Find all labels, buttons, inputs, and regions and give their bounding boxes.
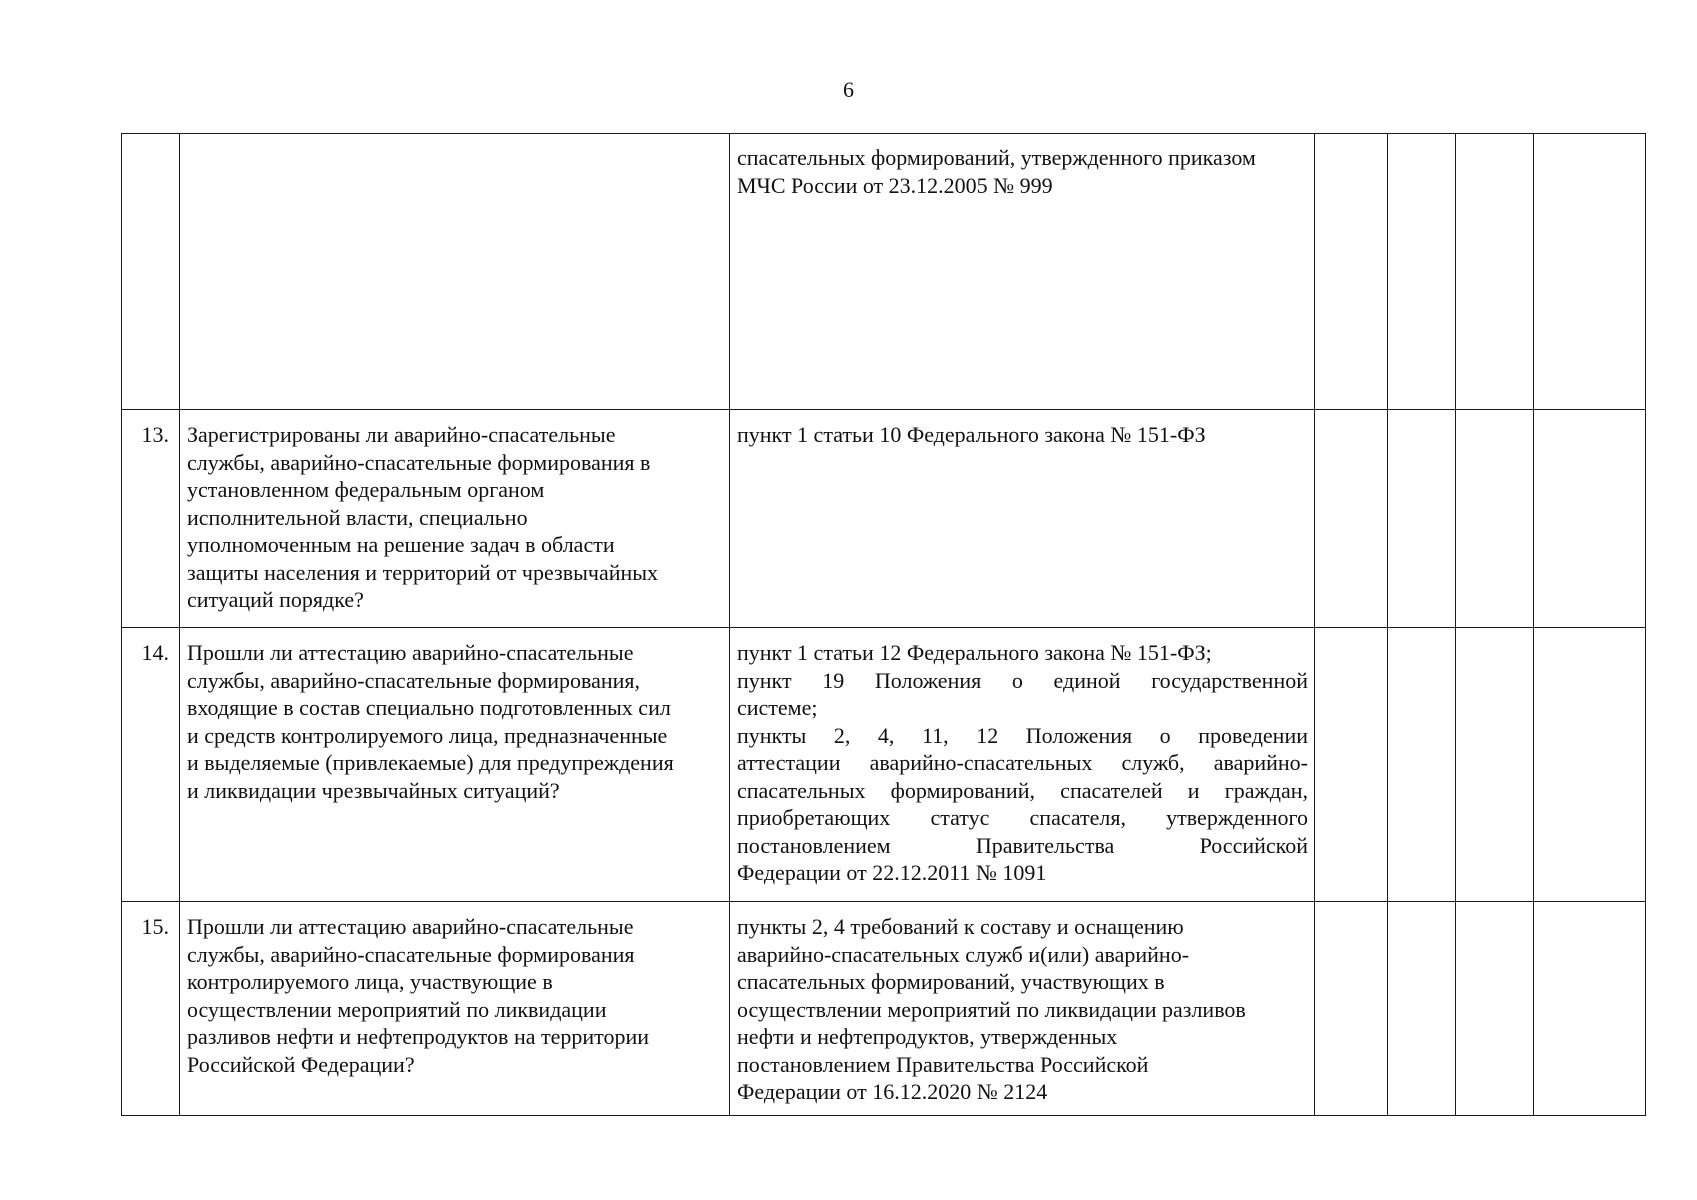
question-line: исполнительной власти, специально: [187, 504, 528, 530]
status-cell-3: [1456, 902, 1534, 1116]
status-cell-2: [1388, 134, 1456, 410]
reference-line: пункты 2, 4, 11, 12 Положения о проведении: [737, 722, 1308, 748]
reference-cell: [730, 628, 1315, 902]
status-cell-1: [1315, 628, 1388, 902]
row-number-cell: [122, 410, 180, 628]
reference-line: спасательных формирований, спасателей и граждан,: [737, 777, 1308, 803]
question-line: службы, аварийно-спасательные формирования в: [187, 449, 651, 475]
question-line: службы, аварийно-спасательные формирования: [187, 941, 635, 967]
row-number: 13.: [141, 422, 169, 447]
table-body: [122, 134, 1646, 1116]
question-line: Зарегистрированы ли аварийно-спасательные: [187, 422, 616, 447]
notes-cell: [1534, 410, 1646, 628]
requirements-table: [121, 133, 1646, 1116]
status-cell-3: [1456, 134, 1534, 410]
reference-cell: [730, 902, 1315, 1116]
reference-line: спасательных формирований, утвержденного приказом: [737, 145, 1256, 170]
status-cell-1: [1315, 134, 1388, 410]
reference-cell: [730, 134, 1315, 410]
reference-line: пункт 1 статьи 10 Федерального закона № 151-ФЗ: [737, 422, 1206, 447]
reference-line: пункты 2, 4 требований к составу и оснащению: [737, 914, 1184, 939]
question-cell: [180, 134, 730, 410]
question-line: и выделяемые (привлекаемые) для предупреждения: [187, 750, 674, 775]
question-line: ситуаций порядке?: [187, 587, 364, 612]
row-number: 15.: [141, 914, 169, 939]
question-line: и ликвидации чрезвычайных ситуаций?: [187, 777, 560, 803]
status-cell-3: [1456, 410, 1534, 628]
reference-line: аварийно-спасательных служб и(или) аварийно-: [737, 941, 1190, 967]
status-cell-2: [1388, 628, 1456, 902]
page-number: 6: [843, 77, 854, 102]
question-line: осуществлении мероприятий по ликвидации: [187, 996, 607, 1022]
reference-line: пункт 1 статьи 12 Федерального закона № 151-ФЗ;: [737, 640, 1212, 665]
question-line: контролируемого лица, участвующие в: [187, 969, 553, 994]
question-line: службы, аварийно-спасательные формирования,: [187, 667, 640, 693]
question-line: входящие в состав специально подготовленных сил: [187, 695, 671, 720]
row-number: 14.: [141, 640, 169, 665]
status-cell-1: [1315, 902, 1388, 1116]
notes-cell: [1534, 134, 1646, 410]
row-number-cell: [122, 902, 180, 1116]
row-number-cell: [122, 628, 180, 902]
status-cell-2: [1388, 902, 1456, 1116]
reference-line: приобретающих статус спасателя, утвержденного: [737, 805, 1308, 830]
question-line: Прошли ли аттестацию аварийно-спасательные: [187, 914, 634, 939]
question-cell: [180, 628, 730, 902]
table-row: [122, 134, 1646, 410]
reference-cell: [730, 410, 1315, 628]
reference-line: постановлением Правительства Российской: [737, 832, 1308, 858]
reference-line: аттестации аварийно-спасательных служб, аварийно-: [737, 750, 1308, 775]
question-line: Прошли ли аттестацию аварийно-спасательные: [187, 640, 634, 665]
table-row: [122, 628, 1646, 902]
table-row: [122, 902, 1646, 1116]
question-line: и средств контролируемого лица, предназначенные: [187, 722, 668, 748]
reference-line: пункт 19 Положения о единой государственной: [737, 667, 1308, 693]
question-line: разливов нефти и нефтепродуктов на территории: [187, 1024, 649, 1049]
question-line: установленном федеральным органом: [187, 477, 545, 502]
notes-cell: [1534, 902, 1646, 1116]
question-line: защиты населения и территорий от чрезвычайных: [187, 559, 659, 585]
question-line: Российской Федерации?: [187, 1051, 415, 1077]
row-number-cell: [122, 134, 180, 410]
status-cell-3: [1456, 628, 1534, 902]
reference-line: спасательных формирований, участвующих в: [737, 969, 1165, 994]
reference-line: Федерации от 16.12.2020 № 2124: [737, 1079, 1048, 1104]
question-line: уполномоченным на решение задач в области: [187, 532, 615, 557]
notes-cell: [1534, 628, 1646, 902]
question-cell: [180, 410, 730, 628]
reference-line: системе;: [737, 695, 818, 720]
reference-line: нефти и нефтепродуктов, утвержденных: [737, 1024, 1118, 1049]
reference-line: МЧС России от 23.12.2005 № 999: [737, 172, 1053, 198]
reference-line: постановлением Правительства Российской: [737, 1051, 1149, 1077]
question-cell: [180, 902, 730, 1116]
reference-line: осуществлении мероприятий по ликвидации разливов: [737, 996, 1246, 1022]
status-cell-1: [1315, 410, 1388, 628]
table-row: [122, 410, 1646, 628]
status-cell-2: [1388, 410, 1456, 628]
reference-line: Федерации от 22.12.2011 № 1091: [737, 860, 1047, 885]
